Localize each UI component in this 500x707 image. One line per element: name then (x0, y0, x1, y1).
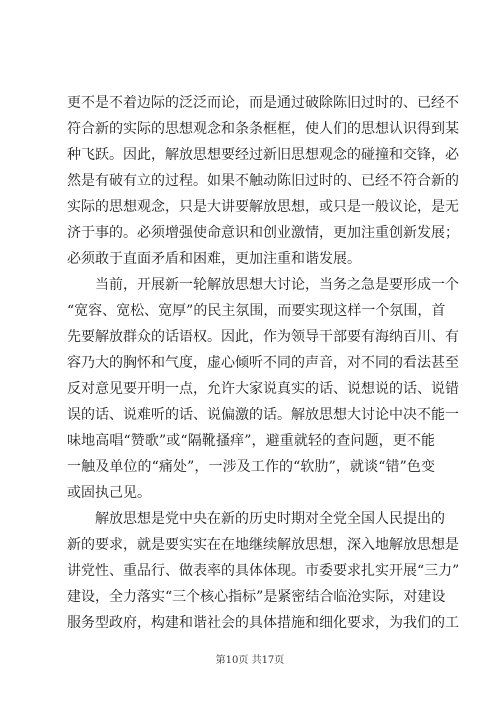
text-line: 先要解放群众的话语权。因此，作为领导干部要有海纳百川、有 (67, 329, 459, 345)
text-line: 服务型政府，构建和谐社会的具体措施和细化要求，为我们的工 (67, 615, 459, 631)
text-line: 或固执己见。 (67, 485, 151, 501)
text-line: 当前，开展新一轮解放思想大讨论，当务之急是要形成一个 (67, 277, 459, 293)
text-line: 味地高唱“赞歌”或“隔靴搔痒”，避重就轻的查问题，更不能 (67, 433, 435, 449)
text-line: 实际的思想观念，只是大讲要解放思想，或只是一般议论，是无 (67, 199, 459, 215)
text-line: 讲党性、重品行、做表率的具体体现。市委要求扎实开展“三力” (67, 563, 460, 579)
text-line: 必须敢于直面矛盾和困难，更加注重和谐发展。 (67, 251, 361, 267)
text-line: “宽容、宽松、宽厚”的民主氛围，而要实现这样一个氛围，首 (67, 303, 446, 319)
paragraph (67, 90, 459, 272)
text-line: 建设，全力落实“三个核心指标”是紧密结合临沧实际，对建设 (67, 589, 446, 605)
text-line: 新的要求，就是要实实在在地继续解放思想，深入地解放思想是 (67, 537, 459, 553)
body-text (67, 90, 460, 636)
text-line: 然是有破有立的过程。如果不触动陈旧过时的、已经不符合新的 (67, 173, 459, 189)
text-line: 误的话、说难听的话、说偏激的话。解放思想大讨论中决不能一 (67, 407, 459, 423)
page-footer: 第10页 共17页 (215, 655, 285, 666)
text-line: 反对意见要开明一点，允许大家说真实的话、说想说的话、说错 (67, 381, 459, 397)
text-line: 解放思想是党中央在新的历史时期对全党全国人民提出的 (67, 511, 445, 527)
text-line: 容乃大的胸怀和气度，虚心倾听不同的声音，对不同的看法甚至 (67, 355, 459, 371)
text-line: 济于事的。必须增强使命意识和创业激情，更加注重创新发展； (67, 225, 459, 241)
text-line: 种飞跃。因此，解放思想要经过新旧思想观念的碰撞和交锋，必 (67, 147, 459, 163)
paragraph (67, 506, 460, 636)
text-line: 更不是不着边际的泛泛而论，而是通过破除陈旧过时的、已经不 (67, 95, 459, 111)
text-line: 符合新的实际的思想观念和条条框框，使人们的思想认识得到某 (67, 121, 459, 137)
paragraph (67, 272, 459, 506)
text-line: 一触及单位的“痛处”，一涉及工作的“软肋”，就谈“错”色变 (67, 459, 435, 475)
